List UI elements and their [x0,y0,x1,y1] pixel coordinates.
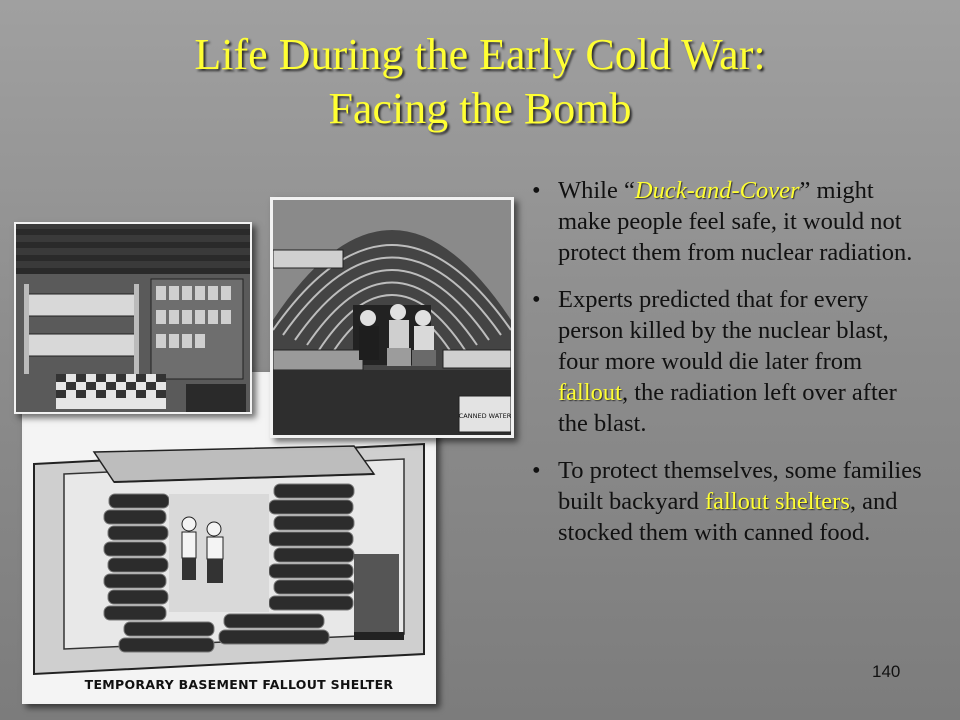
bullet-3-text-post: , and stocked them with canned food. [558,488,898,546]
bullet-1-text-pre: While “ [558,177,635,204]
bullet-3-text-pre: To protect themselves, some families built backyard [558,457,922,515]
bullet-2-text-pre: Experts predicted that for every person killed by the nuclear blast, four more would die later from [558,286,889,375]
bullet-1-text-post: ” might make people feel safe, it would not protect them from nuclear radiation. [558,177,913,266]
bullet-2-highlight: fallout [558,379,622,406]
bullet-1-highlight: Duck-and-Cover [634,177,800,204]
basement-room-illustration [16,224,250,412]
bullet-fallout-shelters [530,455,930,548]
bullet-list [530,175,930,564]
bullet-2-text-post: , the radiation left over after the blast. [558,379,897,437]
canned-water-sign: CANNED WATER [458,412,511,420]
slide-title-line-2: Facing the Bomb [328,84,632,133]
bullet-duck-and-cover [530,175,930,268]
shelter-diagram-caption: TEMPORARY BASEMENT FALLOUT SHELTER [84,677,394,692]
tunnel-shelter-illustration [273,200,511,435]
basement-shelter-photo [14,222,252,414]
bullet-fallout [530,284,930,439]
slide-title-line-1: Life During the Early Cold War: [194,30,766,79]
tunnel-shelter-photo [270,197,514,438]
page-number: 140 [872,662,901,681]
slide-title [60,28,900,136]
bullet-3-highlight: fallout shelters [704,488,850,515]
